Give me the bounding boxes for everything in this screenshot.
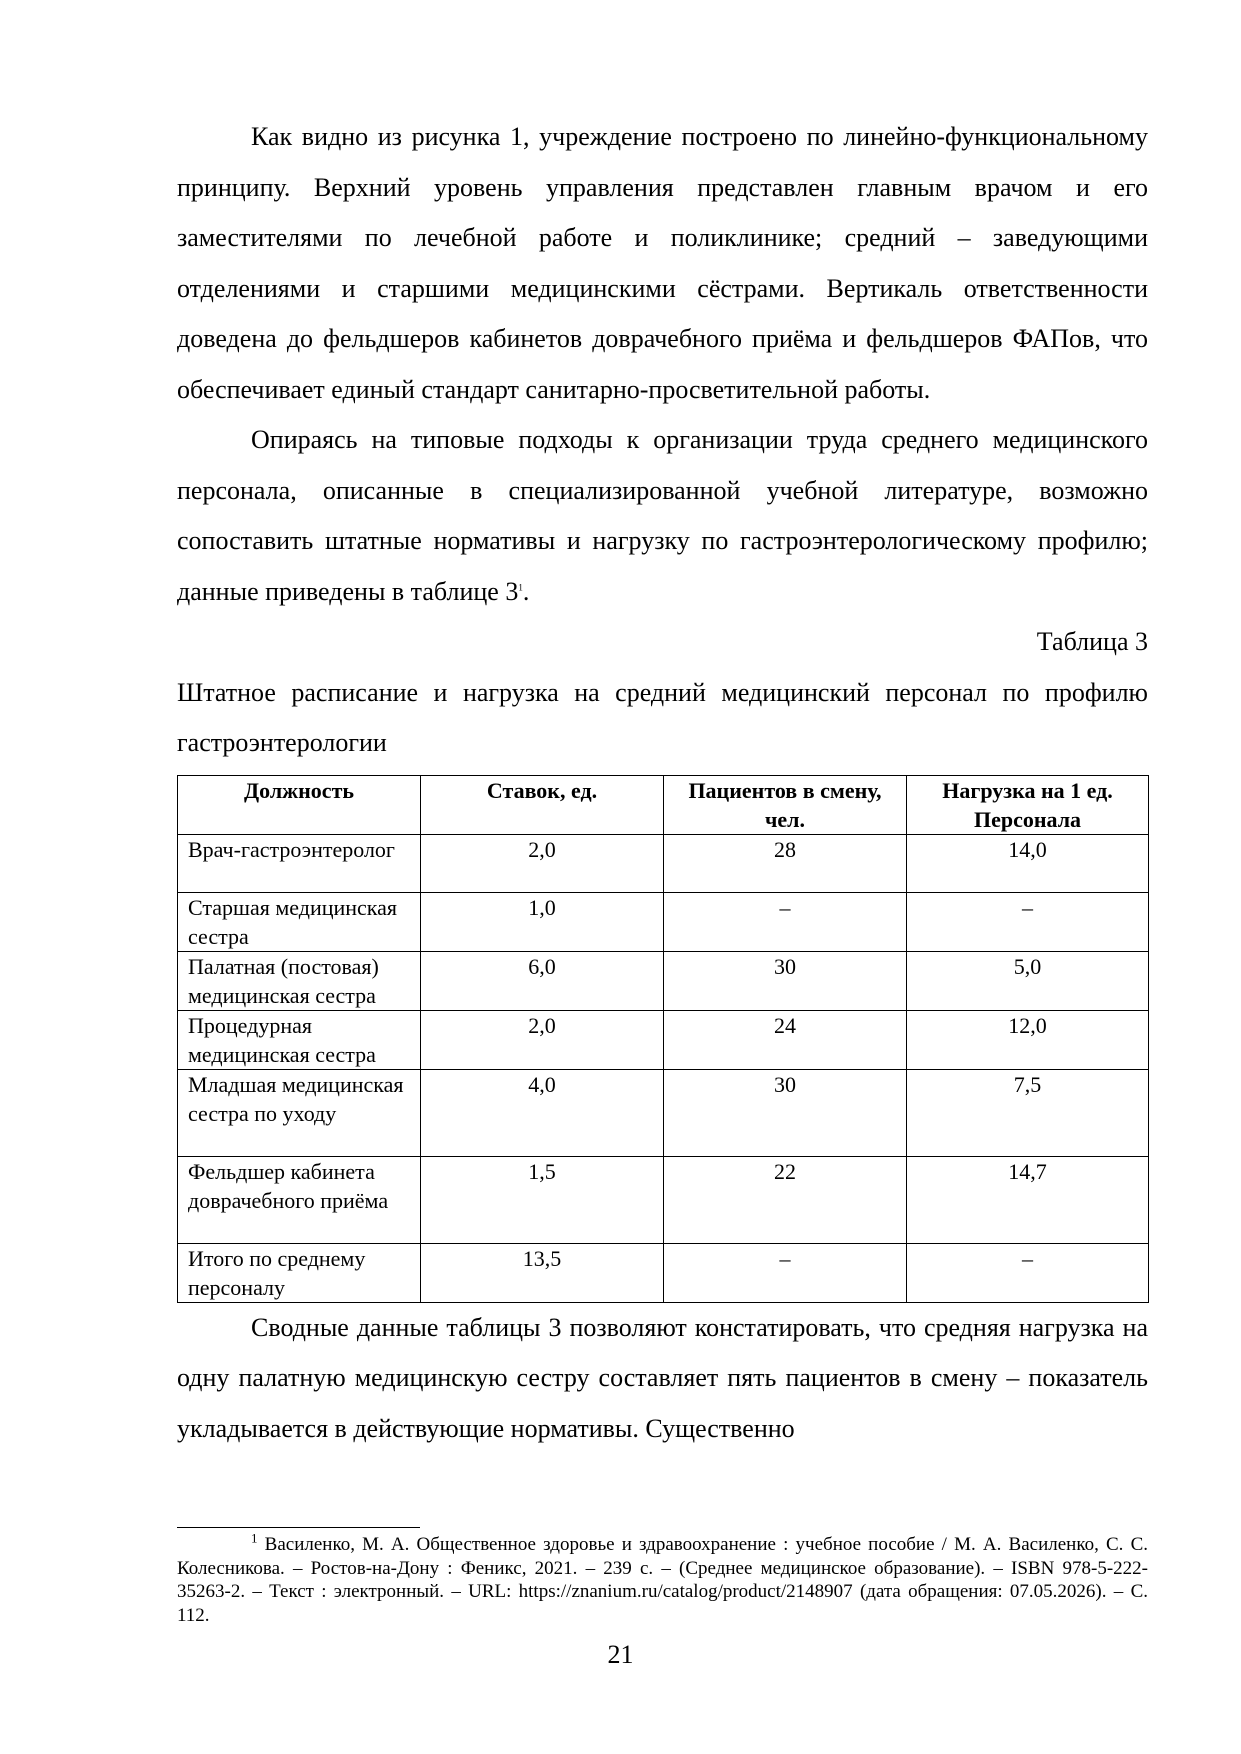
cell-position: Итого по среднему персоналу — [178, 1243, 421, 1302]
cell-rates: 6,0 — [421, 951, 664, 1010]
paragraph-summary: Сводные данные таблицы 3 позволяют констатировать, что средняя нагрузка на одну палатную медицинскую сестру составляет пять пациентов в смену – показатель укладывается в действующие нормативы. Существенно — [177, 1312, 1148, 1443]
page-number: 21 — [607, 1640, 634, 1669]
paragraph-approach-end: . — [522, 576, 530, 606]
cell-load: 5,0 — [907, 951, 1149, 1010]
cell-load: 14,7 — [907, 1156, 1149, 1243]
cell-rates: 4,0 — [421, 1069, 664, 1156]
cell-rates: 13,5 — [421, 1243, 664, 1302]
table-row — [178, 951, 1149, 1010]
cell-position: Врач-гастроэнтеролог — [178, 834, 421, 892]
cell-patients: 30 — [664, 1069, 907, 1156]
footnote — [177, 1530, 1148, 1627]
header-patients: Пациентов в смену, чел. — [664, 775, 907, 834]
table-number: Таблица 3 — [1036, 627, 1148, 656]
cell-patients: 24 — [664, 1010, 907, 1069]
paragraph-approach — [177, 415, 1148, 617]
table-row — [178, 1010, 1149, 1069]
cell-position: Палатная (постовая) медицинская сестра — [178, 951, 421, 1010]
staff-table — [177, 775, 1149, 1303]
table-row — [178, 1069, 1149, 1156]
cell-load: 12,0 — [907, 1010, 1149, 1069]
cell-patients: – — [664, 892, 907, 951]
cell-patients: 28 — [664, 834, 907, 892]
cell-patients: – — [664, 1243, 907, 1302]
paragraph-approach-text: Опираясь на типовые подходы к организации труда среднего медицинского персонала, описанные в специализированной учебной литературе, возможно сопоставить штатные нормативы и нагрузку по гастроэнтерологическому профилю; данные приведены в таблице 3 — [177, 425, 1148, 606]
table-header-row — [178, 775, 1149, 834]
table-row — [178, 1243, 1149, 1302]
cell-load: 14,0 — [907, 834, 1149, 892]
cell-load: – — [907, 1243, 1149, 1302]
cell-rates: 2,0 — [421, 1010, 664, 1069]
table-caption: Штатное расписание и нагрузка на средний медицинский персонал по профилю гастроэнтерологии — [177, 677, 1148, 757]
table-row — [178, 834, 1149, 892]
cell-position: Фельдшер кабинета доврачебного приёма — [178, 1156, 421, 1243]
cell-position: Младшая медицинская сестра по уходу — [178, 1069, 421, 1156]
cell-patients: 22 — [664, 1156, 907, 1243]
footnote-marker: 1 — [251, 1530, 258, 1546]
cell-rates: 1,5 — [421, 1156, 664, 1243]
footnote-text: Василенко, М. А. Общественное здоровье и здравоохранение : учебное пособие / М. А. Василенко, С. С. Колесникова. – Ростов-на-Дону : Феникс, 2021. – 239 с. – (Среднее медицинское образование). – ISBN 978-5-222-35263-2. – Текст : электронный. – URL: https://znanium.ru/catalog/product/2148907 (дата обращения: 07.05.2026). – С. 112. — [177, 1534, 1148, 1626]
cell-position: Старшая медицинская сестра — [178, 892, 421, 951]
cell-rates: 2,0 — [421, 834, 664, 892]
table-row — [178, 892, 1149, 951]
cell-rates: 1,0 — [421, 892, 664, 951]
cell-load: 7,5 — [907, 1069, 1149, 1156]
page-body — [177, 112, 1148, 1454]
cell-load: – — [907, 892, 1149, 951]
header-rates: Ставок, ед. — [421, 775, 664, 834]
footnote-separator — [177, 1527, 420, 1528]
paragraph-structure: Как видно из рисунка 1, учреждение построено по линейно-функциональному принципу. Верхний уровень управления представлен главным врачом и его заместителями по лечебной работе и поликлинике; средний – заведующими отделениями и старшими медицинскими сёстрами. Вертикаль ответственности доведена до фельдшеров кабинетов доврачебного приёма и фельдшеров ФАПов, что обеспечивает единый стандарт санитарно-просветительной работы. — [177, 122, 1148, 404]
cell-patients: 30 — [664, 951, 907, 1010]
header-position: Должность — [178, 775, 421, 834]
header-load: Нагрузка на 1 ед. Персонала — [907, 775, 1149, 834]
cell-position: Процедурная медицинская сестра — [178, 1010, 421, 1069]
table-row — [178, 1156, 1149, 1243]
footnote-ref[interactable]: 1 — [518, 581, 523, 592]
